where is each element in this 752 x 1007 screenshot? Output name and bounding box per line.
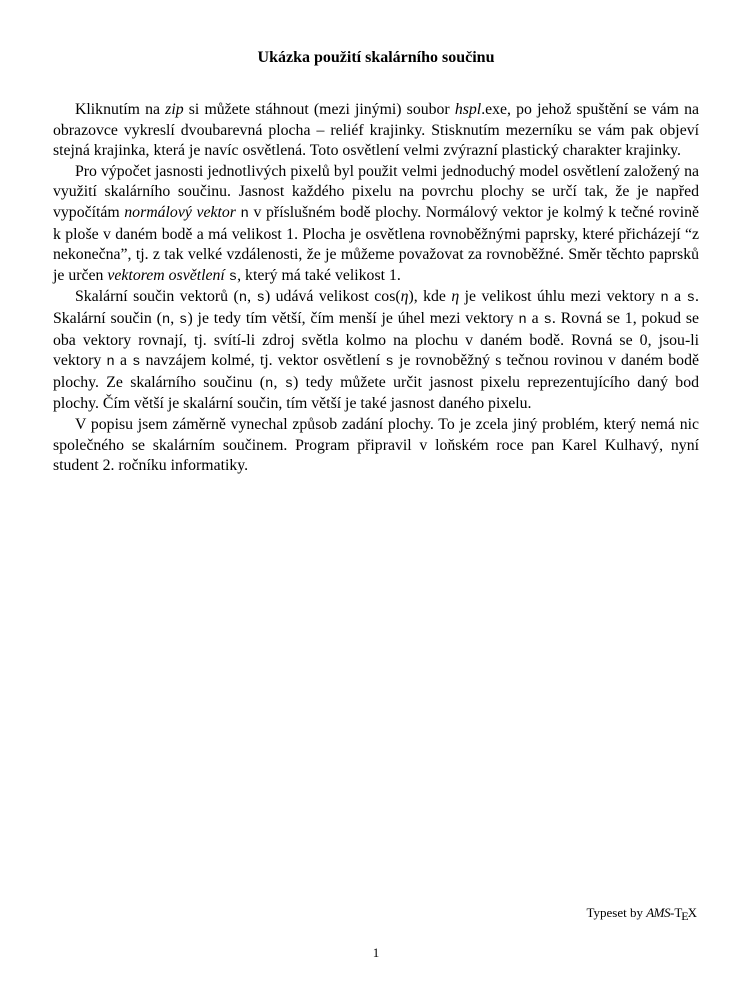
page-number: 1 [372,945,380,960]
text-run: V popisu jsem záměrně vynechal způsob zadání plochy. To je zcela jiný problém, který nemá nic společného se skalárním součinem. Program připravil v loňském roce pan Karel Kulhavý, nyní student 2. ročníku informatiky. [53,415,699,475]
paragraph [53,100,699,162]
vector-symbol: s [686,290,696,307]
vector-symbol: s [132,354,141,371]
text-run: , [273,373,285,391]
vector-symbol: n [106,354,115,371]
vector-symbol: n [660,290,669,307]
document-body [53,100,699,477]
text-run: je velikost úhlu mezi vektory [459,288,661,306]
tex-t: -T [669,905,683,920]
vector-symbol: s [284,375,294,392]
text-run: v příslušném bodě plochy. Normálový vektor je kolmý k tečné rovině k ploše v daném bodě a má velikost 1. Plocha je osvětlena rovnoběžnými paprsky, které přicházejí “z nekonečna”, tj. z tak velké vzdálenosti, že je můžeme považovat za rovnoběžné. Směr těchto paprsků je určen [53,203,700,284]
italic-text: zip [165,101,184,118]
italic-text: η [400,288,409,306]
vector-symbol: n [238,290,248,307]
text-run: ), kde [408,288,452,306]
vector-symbol: n [265,375,274,392]
text-run: ) udává velikost cos( [264,288,401,306]
vector-symbol: n [161,311,171,328]
vector-symbol: n [518,311,527,328]
text-run: je rovnoběžný s tečnou rovinou v daném bodě plochy. Ze skalárního součinu ( [53,352,699,391]
text-run: si můžete stáhnout (mezi jinými) soubor [183,101,455,118]
text-run: ) tedy můžete určit jasnost pixelu reprezentujícího daný bod plochy. Čím větší je skalární součin, tím větší je také jasnost daného pixelu. [53,373,699,413]
typeset-label: Typeset by [586,905,643,920]
text-run: ) je tedy tím větší, čím menší je úhel mezi vektory [187,309,519,327]
paragraph [53,162,699,288]
document-title: Ukázka použití skalárního součinu [257,49,495,66]
text-run: a [526,309,544,327]
tex-x: X [687,905,697,920]
text-run: navzájem kolmé, tj. vektor osvětlení [140,352,386,370]
tex-e: E [681,909,689,923]
italic-text: hspl [454,101,482,118]
vector-symbol: s [385,354,394,371]
text-run: Kliknutím na [75,101,166,118]
italic-text: normálový vektor [124,203,236,221]
italic-text: vektorem osvětlení [107,266,225,284]
text-run: a [668,288,687,306]
ams-logo: AMS [646,905,670,920]
vector-symbol: s [256,290,265,307]
text-run: , [247,288,257,306]
vector-symbol: s [228,268,238,285]
vector-symbol: s [543,311,552,328]
text-run: . Rovná se 1, pokud se oba vektory rovnají, tj. svítí-li zdroj světla kolmo na plochu v daném bodě. Rovná se 0, jsou-li vektory [53,309,699,370]
text-run: Pro výpočet jasnosti jednotlivých pixelů byl použit velmi jednoduchý model osvětlení založený na využití skalárního součinu. Jasnost každého pixelu na povrchu plochy se určí tak, že je napřed vypočítám [53,162,699,221]
vector-symbol: s [179,311,188,328]
italic-text: η [451,288,460,306]
text-run: , který má také velikost 1. [237,266,401,284]
paragraph [53,415,699,477]
text-run: .exe, po jehož spuštění se vám na obrazovce vykreslí dvoubarevná plocha – reliéf krajinky. Stisknutím mezerníku se vám pak objeví stejná krajinka, která je navíc osvětlená. Toto osvětlení velmi zvýrazní plastický charakter krajinky. [53,101,699,160]
text-run: a [114,352,133,370]
text-run: Skalární součin vektorů ( [75,288,239,306]
paragraph [53,287,699,415]
text-run: , [170,309,180,327]
typeset-note [586,905,697,921]
text-run: . Skalární součin ( [53,288,699,327]
vector-symbol: n [240,205,249,222]
